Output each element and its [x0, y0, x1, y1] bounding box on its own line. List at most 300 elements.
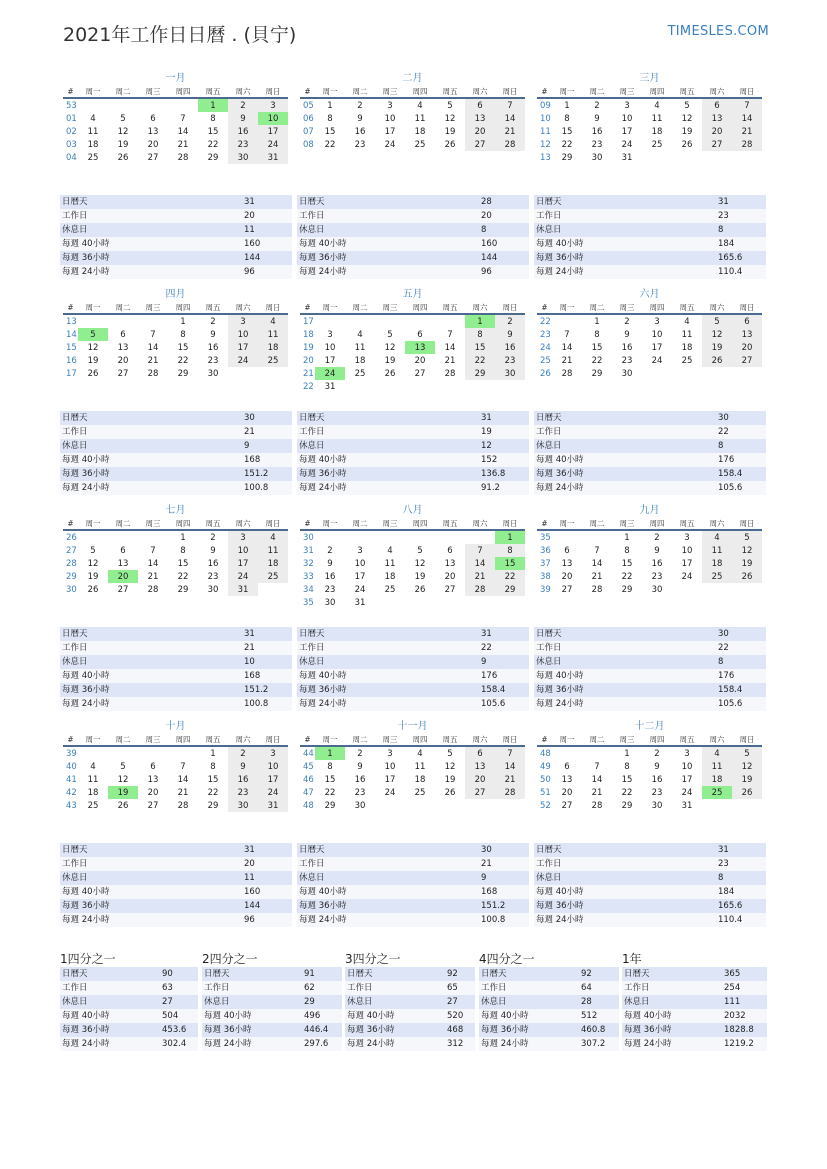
- day-cell: 23: [354, 139, 366, 150]
- stat-row: [345, 981, 475, 995]
- week-row: [537, 341, 762, 354]
- stat-value: 105.6: [481, 699, 506, 709]
- stat-label: 工作日: [347, 983, 373, 993]
- month-stats: [297, 843, 529, 927]
- stat-row: [297, 251, 529, 265]
- stat-label: 工作日: [536, 211, 562, 221]
- day-cell: 13: [444, 558, 456, 569]
- day-cell: 15: [177, 558, 189, 569]
- day-cell: [405, 380, 435, 393]
- day-cell: 3: [684, 532, 690, 543]
- week-row: [537, 773, 762, 786]
- day-cell: 25: [414, 787, 426, 798]
- stat-value: 110.4: [718, 267, 743, 277]
- stat-label: 每週 24小時: [347, 1039, 395, 1049]
- day-cell: 22: [177, 571, 189, 582]
- day-cell: 11: [258, 328, 288, 341]
- stat-value: 21: [244, 643, 255, 653]
- month-grid: [300, 517, 525, 609]
- month-grid: [300, 733, 525, 812]
- week-number: 32: [303, 558, 314, 569]
- weekday-header: 周五: [198, 301, 228, 314]
- stat-label: 日曆天: [481, 969, 507, 979]
- stat-row: [60, 697, 292, 711]
- day-cell: 28: [732, 138, 762, 151]
- weekday-header: 周日: [258, 733, 288, 746]
- week-number: 47: [303, 787, 314, 798]
- stat-row: [297, 237, 529, 251]
- week-number: 07: [303, 126, 314, 137]
- day-cell: 7: [594, 545, 600, 556]
- day-cell: 31: [621, 152, 633, 163]
- day-cell: 19: [681, 126, 693, 137]
- stat-label: 每週 24小時: [204, 1039, 252, 1049]
- week-row: [63, 328, 288, 341]
- day-cell: 8: [624, 545, 630, 556]
- day-cell: 1: [465, 314, 495, 328]
- month-name: 八月: [402, 505, 423, 516]
- stat-row: [297, 453, 529, 467]
- stat-value: 8: [718, 657, 724, 667]
- week-number: 29: [66, 571, 77, 582]
- stat-label: 日曆天: [62, 845, 88, 855]
- weekday-header: #: [537, 517, 552, 530]
- day-cell: 5: [684, 100, 690, 111]
- stat-value: 22: [718, 427, 729, 437]
- day-cell: [702, 367, 732, 380]
- day-cell: [435, 596, 465, 609]
- week-row: [63, 773, 288, 786]
- stat-value: 90: [162, 969, 173, 979]
- stat-value: 460.8: [581, 1025, 606, 1035]
- day-cell: 9: [357, 761, 363, 772]
- week-number: 39: [540, 584, 551, 595]
- site-link[interactable]: TIMESLES.COM: [667, 24, 769, 39]
- stat-value: 63: [162, 983, 173, 993]
- weekday-header: 周四: [168, 517, 198, 530]
- day-cell: [702, 583, 732, 596]
- day-cell: 7: [180, 761, 186, 772]
- stat-label: 每週 40小時: [62, 455, 110, 465]
- stat-value: 23: [718, 859, 729, 869]
- day-cell: [465, 530, 495, 544]
- stat-row: [534, 843, 766, 857]
- day-cell: 28: [495, 138, 525, 151]
- day-cell: 2: [228, 746, 258, 760]
- stat-row: [297, 265, 529, 279]
- day-cell: 11: [651, 113, 663, 124]
- day-cell: 14: [495, 760, 525, 773]
- week-number: 30: [303, 532, 314, 543]
- day-cell: 1: [180, 316, 186, 327]
- day-cell: 12: [732, 760, 762, 773]
- stat-row: [297, 655, 529, 669]
- day-cell: 12: [384, 342, 396, 353]
- day-cell: 26: [681, 139, 693, 150]
- day-cell: 24: [384, 139, 396, 150]
- stat-row: [297, 209, 529, 223]
- day-cell: 10: [228, 328, 258, 341]
- month-name: 七月: [165, 505, 186, 516]
- stat-label: 每週 40小時: [62, 887, 110, 897]
- stat-label: 日曆天: [624, 969, 650, 979]
- day-cell: 1: [624, 532, 630, 543]
- day-cell: 25: [384, 584, 396, 595]
- day-cell: 6: [120, 545, 126, 556]
- day-cell: 2: [357, 748, 363, 759]
- stat-value: 30: [718, 413, 729, 423]
- stat-row: [60, 871, 292, 885]
- weekday-header: 周五: [672, 733, 702, 746]
- day-cell: [345, 314, 375, 328]
- stat-value: 64: [581, 983, 592, 993]
- day-cell: [375, 799, 405, 812]
- quarter-title: 4四分之一: [479, 952, 535, 966]
- weekday-header: 周日: [258, 301, 288, 314]
- month-stats: [297, 195, 529, 279]
- stat-value: 176: [718, 455, 735, 465]
- day-cell: 28: [147, 584, 159, 595]
- stat-row: [534, 871, 766, 885]
- week-number: 23: [540, 329, 551, 340]
- weekday-header: 周五: [198, 517, 228, 530]
- day-cell: 22: [207, 787, 219, 798]
- stat-value: 65: [447, 983, 458, 993]
- weekday-header: 周日: [495, 301, 525, 314]
- day-cell: 7: [495, 746, 525, 760]
- weekday-header: 周五: [672, 301, 702, 314]
- stat-label: 日曆天: [299, 629, 325, 639]
- stat-label: 休息日: [62, 225, 88, 235]
- day-cell: 3: [624, 100, 630, 111]
- stat-label: 工作日: [299, 643, 325, 653]
- day-cell: 2: [228, 98, 258, 112]
- week-number: 45: [303, 761, 314, 772]
- stat-label: 工作日: [536, 859, 562, 869]
- stat-value: 100.8: [244, 483, 269, 493]
- weekday-header: 周日: [495, 517, 525, 530]
- day-cell: 9: [228, 112, 258, 125]
- day-cell: 22: [561, 139, 573, 150]
- week-number: 18: [303, 329, 314, 340]
- stat-value: 176: [481, 671, 498, 681]
- weekday-header: 周六: [465, 301, 495, 314]
- stat-row: [297, 899, 529, 913]
- day-cell: 19: [444, 774, 456, 785]
- stat-row: [60, 1023, 198, 1037]
- weekday-header: 周二: [582, 733, 612, 746]
- stat-row: [60, 223, 292, 237]
- day-cell: 6: [150, 761, 156, 772]
- day-cell: 17: [384, 774, 396, 785]
- week-number: 46: [303, 774, 314, 785]
- stat-value: 158.4: [481, 685, 506, 695]
- day-cell: 16: [621, 342, 633, 353]
- weekday-header: 周四: [405, 517, 435, 530]
- day-cell: 26: [702, 354, 732, 367]
- week-row: [537, 760, 762, 773]
- day-cell: 28: [465, 583, 495, 596]
- day-cell: 14: [147, 342, 159, 353]
- day-cell: [465, 799, 495, 812]
- day-cell: 7: [564, 329, 570, 340]
- day-cell: 17: [621, 126, 633, 137]
- stat-row: [297, 697, 529, 711]
- day-cell: 7: [495, 98, 525, 112]
- day-cell: 14: [177, 126, 189, 137]
- stat-value: 27: [162, 997, 173, 1007]
- day-cell: [108, 98, 138, 112]
- day-cell: 26: [87, 584, 99, 595]
- stat-value: 110.4: [718, 915, 743, 925]
- stat-label: 每週 24小時: [481, 1039, 529, 1049]
- day-cell: 2: [210, 532, 216, 543]
- month-grid: [300, 85, 525, 151]
- stat-row: [60, 265, 292, 279]
- day-cell: 31: [228, 583, 258, 596]
- stat-label: 日曆天: [62, 629, 88, 639]
- week-row: [300, 544, 525, 557]
- stat-label: 日曆天: [536, 845, 562, 855]
- quarter-summary: [622, 952, 767, 1051]
- stat-row: [297, 641, 529, 655]
- day-cell: 22: [621, 787, 633, 798]
- day-cell: 18: [384, 571, 396, 582]
- month-stats: [297, 411, 529, 495]
- day-cell: 6: [120, 329, 126, 340]
- day-cell: 24: [384, 787, 396, 798]
- stat-row: [202, 981, 342, 995]
- day-cell: 10: [258, 760, 288, 773]
- stat-row: [202, 967, 342, 981]
- day-cell: 8: [594, 329, 600, 340]
- week-row: [63, 138, 288, 151]
- stat-value: 8: [718, 873, 724, 883]
- week-row: [63, 112, 288, 125]
- day-cell: 16: [354, 774, 366, 785]
- stat-row: [534, 439, 766, 453]
- stat-label: 休息日: [347, 997, 373, 1007]
- week-number: 30: [66, 584, 77, 595]
- stat-row: [60, 411, 292, 425]
- weekday-header: 周三: [138, 517, 168, 530]
- day-cell: 9: [654, 545, 660, 556]
- day-cell: 14: [591, 774, 603, 785]
- day-cell: 25: [354, 368, 366, 379]
- day-cell: 16: [228, 125, 258, 138]
- day-cell: 25: [87, 152, 99, 163]
- day-cell: 7: [150, 329, 156, 340]
- day-cell: 8: [327, 761, 333, 772]
- day-cell: 8: [180, 329, 186, 340]
- stat-label: 休息日: [204, 997, 230, 1007]
- day-cell: 17: [681, 774, 693, 785]
- day-cell: 21: [177, 139, 189, 150]
- stat-label: 每週 40小時: [299, 671, 347, 681]
- weekday-header: 周五: [435, 301, 465, 314]
- stat-row: [60, 641, 292, 655]
- stat-value: 22: [718, 643, 729, 653]
- day-cell: 11: [702, 760, 732, 773]
- stat-row: [534, 251, 766, 265]
- stat-label: 每週 40小時: [624, 1011, 672, 1021]
- day-cell: 17: [228, 341, 258, 354]
- day-cell: 15: [207, 774, 219, 785]
- stat-value: 144: [244, 901, 261, 911]
- week-number: 36: [540, 545, 551, 556]
- day-cell: 12: [87, 342, 99, 353]
- day-cell: 23: [651, 787, 663, 798]
- stat-label: 日曆天: [299, 197, 325, 207]
- day-cell: 12: [702, 328, 732, 341]
- stat-row: [60, 967, 198, 981]
- day-cell: 6: [150, 113, 156, 124]
- day-cell: 26: [444, 139, 456, 150]
- day-cell: 16: [207, 342, 219, 353]
- week-row: [537, 98, 762, 112]
- day-cell: 3: [654, 316, 660, 327]
- stat-value: 504: [162, 1011, 179, 1021]
- day-cell: 17: [354, 571, 366, 582]
- stat-value: 21: [244, 427, 255, 437]
- week-row: [300, 138, 525, 151]
- day-cell: 23: [495, 354, 525, 367]
- day-cell: [702, 799, 732, 812]
- stat-label: 工作日: [62, 427, 88, 437]
- day-cell: 23: [228, 786, 258, 799]
- day-cell: 24: [354, 584, 366, 595]
- day-cell: 12: [117, 126, 129, 137]
- stat-label: 每週 24小時: [536, 915, 584, 925]
- day-cell: 19: [702, 341, 732, 354]
- day-cell: 27: [465, 786, 495, 799]
- day-cell: [732, 151, 762, 164]
- stat-row: [534, 655, 766, 669]
- stat-label: 每週 24小時: [299, 483, 347, 493]
- stat-row: [297, 467, 529, 481]
- week-number: 20: [303, 355, 314, 366]
- day-cell: 26: [117, 152, 129, 163]
- day-cell: [228, 367, 258, 380]
- day-cell: 14: [732, 112, 762, 125]
- week-number: 01: [66, 113, 77, 124]
- month-grid: [63, 517, 288, 596]
- weekday-header: 周五: [435, 517, 465, 530]
- day-cell: 15: [621, 774, 633, 785]
- stat-row: [60, 995, 198, 1009]
- stat-row: [60, 1037, 198, 1051]
- weekday-header: 周一: [78, 733, 108, 746]
- day-cell: 4: [258, 314, 288, 328]
- stat-label: 每週 36小時: [299, 469, 347, 479]
- day-cell: 30: [651, 800, 663, 811]
- stat-label: 每週 36小時: [62, 253, 110, 263]
- day-cell: 30: [591, 152, 603, 163]
- stat-value: 105.6: [718, 699, 743, 709]
- week-row: [300, 112, 525, 125]
- stat-row: [60, 857, 292, 871]
- stat-label: 每週 24小時: [299, 699, 347, 709]
- day-cell: 18: [702, 773, 732, 786]
- stat-row: [534, 195, 766, 209]
- week-row: [537, 367, 762, 380]
- day-cell: 13: [405, 341, 435, 354]
- day-cell: 26: [732, 570, 762, 583]
- day-cell: [702, 151, 732, 164]
- day-cell: [405, 530, 435, 544]
- stat-row: [202, 1009, 342, 1023]
- stat-value: 9: [244, 441, 250, 451]
- day-cell: 15: [324, 774, 336, 785]
- stat-value: 1828.8: [724, 1025, 754, 1035]
- stat-row: [622, 981, 767, 995]
- day-cell: 9: [654, 761, 660, 772]
- day-cell: 9: [624, 329, 630, 340]
- stat-value: 62: [304, 983, 315, 993]
- day-cell: 11: [87, 774, 99, 785]
- day-cell: 19: [414, 571, 426, 582]
- stat-value: 20: [244, 211, 255, 221]
- stat-value: 9: [481, 873, 487, 883]
- day-cell: 26: [732, 786, 762, 799]
- week-row: [537, 151, 762, 164]
- day-cell: 23: [228, 138, 258, 151]
- stat-label: 每週 24小時: [536, 483, 584, 493]
- stat-row: [60, 913, 292, 927]
- week-number: 26: [66, 532, 77, 543]
- stat-label: 工作日: [62, 983, 88, 993]
- day-cell: 10: [681, 761, 693, 772]
- day-cell: 1: [180, 532, 186, 543]
- day-cell: 3: [258, 98, 288, 112]
- day-cell: 15: [465, 341, 495, 354]
- week-number: 35: [303, 597, 314, 608]
- day-cell: 4: [90, 761, 96, 772]
- day-cell: [465, 596, 495, 609]
- stat-row: [60, 481, 292, 495]
- day-cell: 22: [465, 354, 495, 367]
- day-cell: [108, 746, 138, 760]
- stat-label: 休息日: [536, 225, 562, 235]
- day-cell: 26: [414, 584, 426, 595]
- stat-label: 日曆天: [62, 197, 88, 207]
- day-cell: 27: [414, 368, 426, 379]
- month-grid: [537, 733, 762, 812]
- stat-label: 休息日: [624, 997, 650, 1007]
- month-name: 二月: [402, 73, 423, 84]
- week-row: [63, 314, 288, 328]
- day-cell: 1: [564, 100, 570, 111]
- stat-label: 每週 40小時: [299, 455, 347, 465]
- day-cell: 4: [417, 100, 423, 111]
- stat-label: 休息日: [299, 441, 325, 451]
- weekday-header: 周一: [552, 733, 582, 746]
- stat-value: 160: [244, 239, 261, 249]
- day-cell: 19: [87, 571, 99, 582]
- week-row: [300, 583, 525, 596]
- week-row: [300, 773, 525, 786]
- stat-value: 27: [447, 997, 458, 1007]
- day-cell: [732, 367, 762, 380]
- day-cell: 16: [591, 126, 603, 137]
- stat-row: [60, 195, 292, 209]
- day-cell: 3: [327, 329, 333, 340]
- stat-label: 日曆天: [204, 969, 230, 979]
- stat-label: 日曆天: [299, 845, 325, 855]
- weekday-header: 周六: [465, 85, 495, 98]
- stat-value: 28: [481, 197, 492, 207]
- day-cell: 17: [258, 773, 288, 786]
